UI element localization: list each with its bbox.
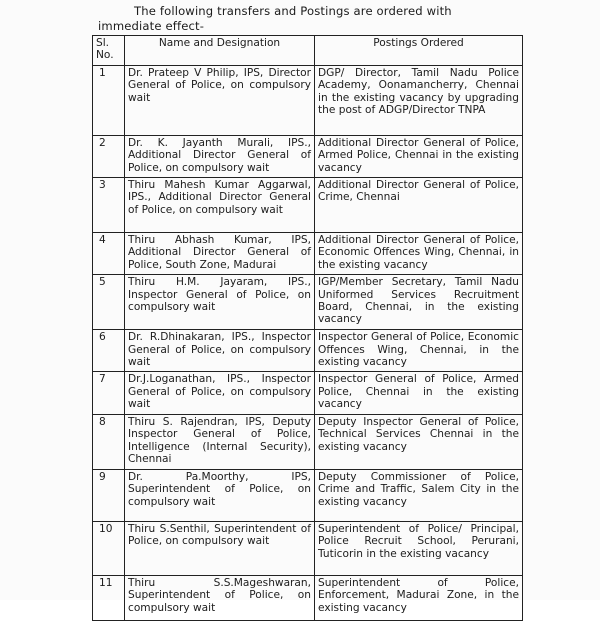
row-sl-no: 11 [93,575,125,620]
table-row [93,65,523,135]
row-posting: Inspector General of Police, Economic Offences Wing, Chennai, in the existing vacancy [315,330,523,372]
row-name-designation: Thiru S. Rajendran, IPS, Deputy Inspector General of Police, Intelligence (Internal Security), Chennai [125,414,315,469]
row-posting: Superintendent of Police/ Principal, Police Recruit School, Perurani, Tuticorin in the existing vacancy [315,521,523,575]
row-name-designation: Dr. R.Dhinakaran, IPS., Inspector General of Police, on compulsory wait [125,330,315,372]
postings-table [92,35,523,621]
row-posting: Additional Director General of Police, Crime, Chennai [315,178,523,233]
row-sl-no: 3 [93,178,125,233]
row-sl-no: 9 [93,469,125,521]
row-name-designation: Thiru Abhash Kumar, IPS, Additional Director General of Police, South Zone, Madurai [125,233,315,275]
table-header-row [93,36,523,66]
table-row [93,469,523,521]
row-name-designation: Thiru S.S.Mageshwaran, Superintendent of Police, on compulsory wait [125,575,315,620]
table-row [93,372,523,414]
row-name-designation: Dr. Prateep V Philip, IPS, Director General of Police, on compulsory wait [125,65,315,135]
row-sl-no: 7 [93,372,125,414]
table-row [93,178,523,233]
row-posting: DGP/ Director, Tamil Nadu Police Academy, Oonamancherry, Chennai in the existing vacancy by upgrading the post of ADGP/Director TNPA [315,65,523,135]
row-posting: Superintendent of Police, Enforcement, Madurai Zone, in the existing vacancy [315,575,523,620]
row-sl-no: 4 [93,233,125,275]
row-sl-no: 10 [93,521,125,575]
row-name-designation: Dr.J.Loganathan, IPS., Inspector General of Police, on compulsory wait [125,372,315,414]
row-posting: Additional Director General of Police, Armed Police, Chennai in the existing vacancy [315,135,523,177]
header-name-designation: Name and Designation [125,36,315,66]
header-postings-ordered: Postings Ordered [315,36,523,66]
row-sl-no: 6 [93,330,125,372]
table-row [93,135,523,177]
table-row [93,575,523,620]
table-row [93,330,523,372]
row-posting: Deputy Commissioner of Police, Crime and Traffic, Salem City in the existing vacancy [315,469,523,521]
row-sl-no: 2 [93,135,125,177]
table-row [93,521,523,575]
row-sl-no: 5 [93,275,125,330]
row-name-designation: Dr. K. Jayanth Murali, IPS., Additional Director General of Police, on compulsory wait [125,135,315,177]
row-posting: Deputy Inspector General of Police, Technical Services Chennai in the existing vacancy [315,414,523,469]
row-sl-no: 1 [93,65,125,135]
row-posting: Inspector General of Police, Armed Police, Chennai in the existing vacancy [315,372,523,414]
intro-paragraph: The following transfers and Postings are ordered with immediate effect- [98,4,452,33]
row-posting: IGP/Member Secretary, Tamil Nadu Uniformed Services Recruitment Board, Chennai, in the existing vacancy [315,275,523,330]
row-name-designation: Dr. Pa.Moorthy, IPS, Superintendent of Police, on compulsory wait [125,469,315,521]
header-sl-no: Sl. No. [93,36,125,66]
row-name-designation: Thiru H.M. Jayaram, IPS., Inspector General of Police, on compulsory wait [125,275,315,330]
row-name-designation: Thiru Mahesh Kumar Aggarwal, IPS., Additional Director General of Police, on compulsory wait [125,178,315,233]
table-row [93,275,523,330]
row-posting: Additional Director General of Police, Economic Offences Wing, Chennai, in the existing vacancy [315,233,523,275]
table-row [93,414,523,469]
row-sl-no: 8 [93,414,125,469]
table-row [93,233,523,275]
row-name-designation: Thiru S.Senthil, Superintendent of Police, on compulsory wait [125,521,315,575]
